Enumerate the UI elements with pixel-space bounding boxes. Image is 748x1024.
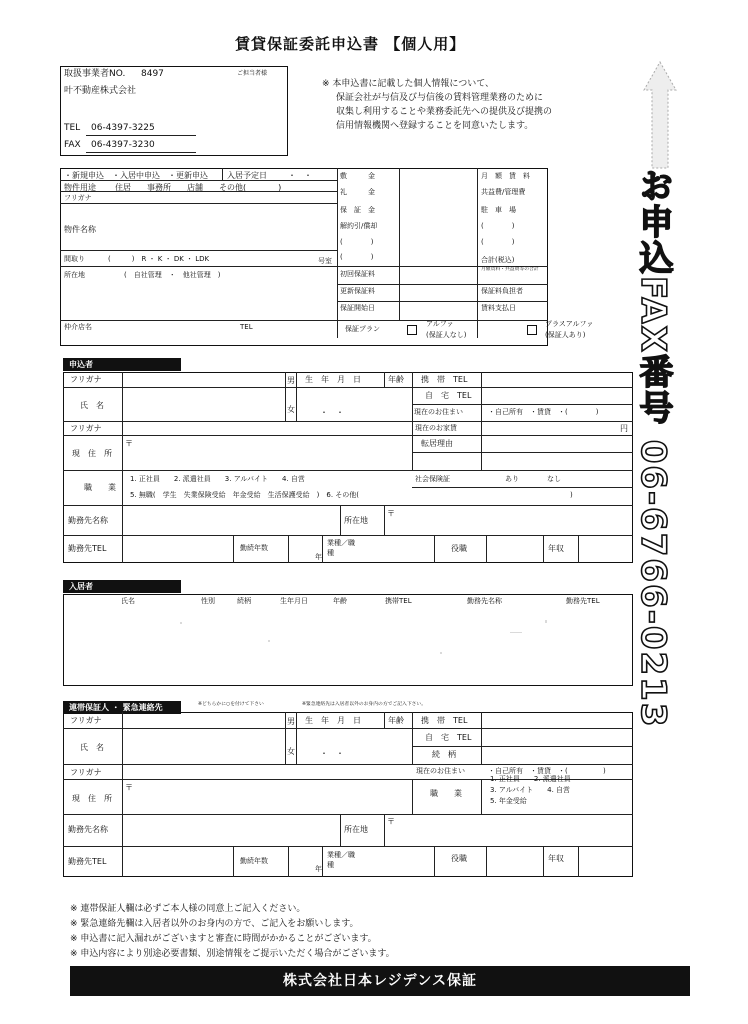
applicant-mobile-label: 携 帯 TEL xyxy=(421,375,468,384)
guarantor-year-unit: 年 xyxy=(315,865,322,873)
applicant-income-label: 年収 xyxy=(548,544,564,553)
management-options[interactable]: ( 自社管理 ・ 他社管理 ) xyxy=(124,271,221,279)
guarantor-current-home-label: 現在のお住まい xyxy=(416,767,465,775)
applicant-age-label: 年齢 xyxy=(388,375,404,384)
application-types[interactable]: ・新規申込 ・入居中申込 ・更新申込 xyxy=(64,171,208,180)
guarantor-employer-label: 勤務先名称 xyxy=(68,825,108,834)
form-title: 賃貸保証委託申込書 【個人用】 xyxy=(235,35,466,53)
plan-plus-alpha-checkbox[interactable] xyxy=(527,325,537,335)
agent-fax-value: 06-4397-3230 xyxy=(91,140,155,150)
fax-side-arrow xyxy=(640,60,680,170)
move-in-date-label: 入居予定日 xyxy=(227,171,267,180)
guarantor-location-label: 所在地 xyxy=(344,825,368,834)
applicant-year-unit: 年 xyxy=(315,553,322,561)
applicant-employer-label: 勤務先名称 xyxy=(68,516,108,525)
guarantor-birth-label: 生 年 月 日 xyxy=(305,716,361,725)
guarantor-furigana2-label: フリガナ xyxy=(70,768,102,777)
applicant-home-tel-label: 自 宅 TEL xyxy=(425,391,472,400)
footer-company: 株式会社日本レジデンス保証 xyxy=(70,966,690,996)
guarantor-note1: ※どちらかに○を付けて下さい xyxy=(198,701,264,707)
layout-label: 間取り xyxy=(64,255,85,263)
property-name-label: 物件名称 xyxy=(64,225,96,234)
guarantor-home-options[interactable]: ・自己所有 ・賃貸 ・( xyxy=(488,767,568,775)
guarantor-furigana-label: フリガナ xyxy=(70,716,102,725)
agent-tel-value: 06-4397-3225 xyxy=(91,123,155,133)
applicant-postal: 〒 xyxy=(125,439,133,448)
applicant-name-label: 氏 名 xyxy=(80,401,104,410)
guarantor-occ-line1[interactable]: 1. 正社員 2. 派遣社員 xyxy=(490,775,571,783)
plan-label: 保証プラン xyxy=(345,325,380,333)
broker-tel-label: TEL xyxy=(240,323,253,331)
applicant-years-label: 勤続年数 xyxy=(240,544,268,552)
plan-alpha-note: (保証人なし) xyxy=(426,331,467,339)
applicant-occ-line1[interactable]: 1. 正社員 2. 派遣社員 3. アルバイト 4. 自営 xyxy=(130,475,305,483)
broker-label: 仲介店名 xyxy=(64,323,92,331)
guarantor-occupation-label: 職 業 xyxy=(430,789,462,798)
guarantor-gender-f[interactable]: 女 xyxy=(287,747,295,756)
applicant-position-label: 役職 xyxy=(451,544,467,553)
applicant-furigana2-label: フリガナ xyxy=(70,424,102,433)
plan-alpha: アルファ xyxy=(426,320,454,328)
guarantor-mobile-label: 携 帯 TEL xyxy=(421,716,468,725)
applicant-occ-line2[interactable]: 5. 無職( 学生 失業保険受給 年金受給 生活保護受給 ) 6. その他( xyxy=(130,491,359,499)
move-in-date-value[interactable]: ・ ・ xyxy=(288,171,312,180)
guarantor-postal: 〒 xyxy=(125,783,133,792)
guarantor-occ-line2[interactable]: 3. アルバイト 4. 自営 xyxy=(490,786,571,794)
guarantor-address-label: 現 住 所 xyxy=(72,794,112,803)
agent-no-value: 8497 xyxy=(141,69,164,79)
applicant-address-label: 現 住 所 xyxy=(72,449,112,458)
guarantor-industry-label: 業種／職種 xyxy=(327,851,355,869)
applicant-gender-m[interactable]: 男 xyxy=(287,376,295,385)
applicant-home-options[interactable]: ・自己所有 ・賃貸 ・( ) xyxy=(488,408,599,416)
guarantor-gender-m[interactable]: 男 xyxy=(287,717,295,726)
applicant-current-home-label: 現在のお住まい xyxy=(414,408,463,416)
applicant-industry-label: 業種／職種 xyxy=(327,539,355,557)
applicant-location-label: 所在地 xyxy=(344,516,368,525)
guarantor-position-label: 役職 xyxy=(451,854,467,863)
applicant-yen: 円 xyxy=(620,424,628,433)
applicant-reason-label: 転居理由 xyxy=(421,439,453,448)
layout-options[interactable]: ( ) R ・ K ・ DK ・ LDK xyxy=(108,255,210,263)
guarantor-birth-value[interactable]: ・ ・ xyxy=(320,749,344,758)
applicant-band: 申込者 xyxy=(63,358,181,371)
plan-plus-alpha: プラスアルファ xyxy=(545,320,594,328)
guarantor-work-tel-label: 勤務先TEL xyxy=(68,857,107,866)
guarantor-age-label: 年齢 xyxy=(388,716,404,725)
guarantor-home-tel-label: 自 宅 TEL xyxy=(425,733,472,742)
residents-header: 氏名 性別 続柄 生年月日 年齢 携帯TEL 勤務先名称 勤務先TEL xyxy=(121,597,600,605)
guarantor-occ-line3[interactable]: 5. 年金受給 xyxy=(490,797,527,805)
guarantor-income-label: 年収 xyxy=(548,854,564,863)
agent-no-label: 取扱事業者NO. xyxy=(64,69,126,79)
agent-box xyxy=(60,66,288,156)
guarantor-band: 連帯保証人 ・ 緊急連絡先 xyxy=(63,701,181,714)
guarantor-relation-label: 続 柄 xyxy=(432,750,456,759)
guarantor-name-label: 氏 名 xyxy=(80,743,104,752)
total-note: 月額賃料・共益費等の合計 xyxy=(481,266,539,272)
applicant-occupation-label: 職 業 xyxy=(84,483,116,492)
guarantor-note2: ※緊急連絡先は入居者以外のお身内の方でご記入下さい。 xyxy=(302,701,427,707)
applicant-birth-value[interactable]: ・ ・ xyxy=(320,408,344,417)
agent-company: 叶不動産株式会社 xyxy=(64,86,137,96)
agent-fax-label: FAX xyxy=(64,140,81,150)
applicant-insurance-options[interactable]: あり なし xyxy=(505,475,561,483)
applicant-work-tel-label: 勤務先TEL xyxy=(68,544,107,553)
applicant-gender-f[interactable]: 女 xyxy=(287,405,295,414)
residents-band: 入居者 xyxy=(63,580,181,593)
agent-person-label: ご担当者様 xyxy=(237,70,268,77)
applicant-rent-label: 現在のお家賃 xyxy=(415,424,457,432)
fax-number-vertical: お申込FAX番号 06-6766-0213 xyxy=(633,168,673,729)
guarantor-years-label: 勤続年数 xyxy=(240,857,268,865)
applicant-furigana-label: フリガナ xyxy=(70,375,102,384)
applicant-insurance-label: 社会保険証 xyxy=(415,475,450,483)
plan-plus-alpha-note: (保証人あり) xyxy=(545,331,586,339)
plan-alpha-checkbox[interactable] xyxy=(407,325,417,335)
property-furigana: フリガナ xyxy=(64,194,92,202)
agent-tel-label: TEL xyxy=(64,123,81,133)
room-number-label: 号室 xyxy=(318,257,332,265)
property-use-options[interactable]: 住居 事務所 店舗 その他( ) xyxy=(115,183,282,192)
property-address-label: 所在地 xyxy=(64,271,85,279)
applicant-birth-label: 生 年 月 日 xyxy=(305,375,361,384)
property-use-label: 物件用途 xyxy=(64,183,96,192)
